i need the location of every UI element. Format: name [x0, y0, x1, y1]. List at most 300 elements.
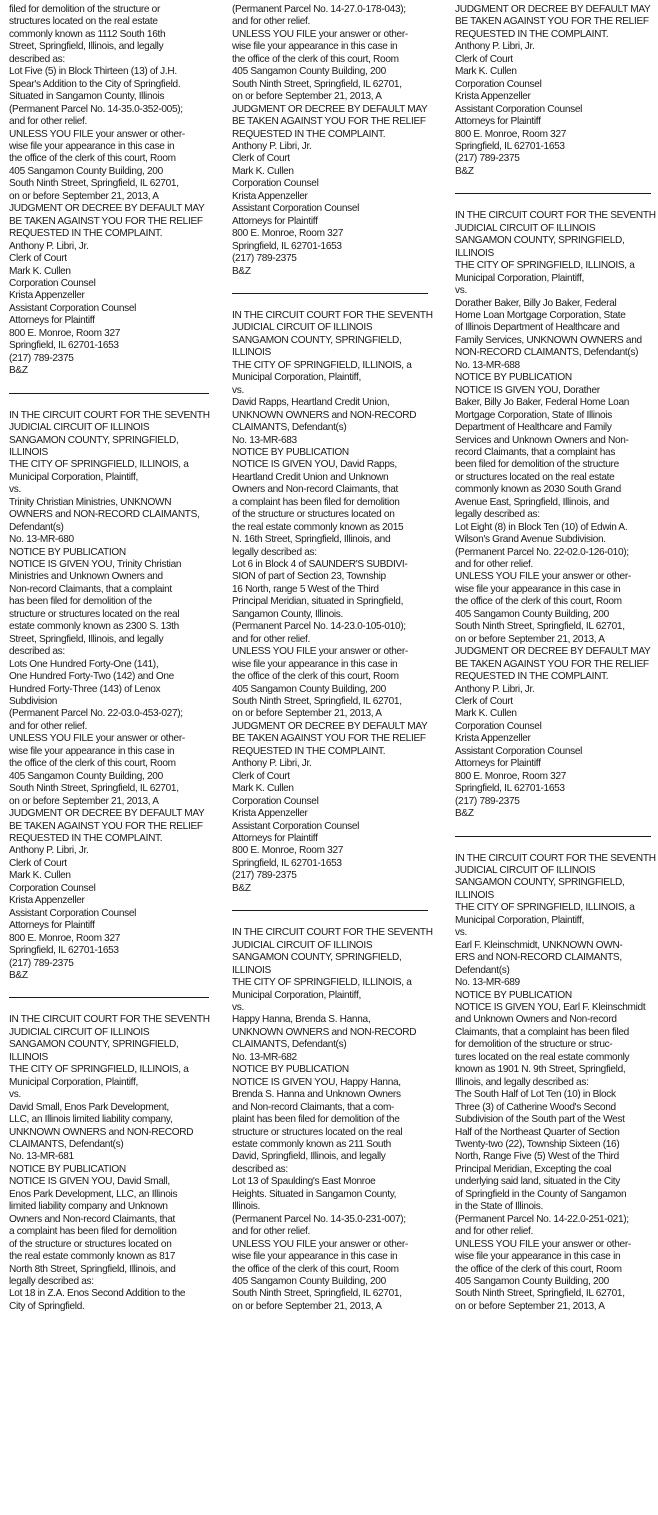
- notice-line: THE CITY OF SPRINGFIELD, ILLINOIS, a: [232, 359, 412, 371]
- notice-line: has been filed for demolition of the: [9, 596, 152, 608]
- notice-line: on or before September 21, 2013, A: [9, 795, 159, 807]
- notice-line: Municipal Corporation, Plaintiff,: [232, 372, 361, 384]
- notice-line: Springfield, IL 62701-1653: [232, 240, 342, 252]
- notice-line: Krista Appenzeller: [232, 808, 308, 820]
- notice-line: (Permanent Parcel No. 22-03.0-453-027);: [9, 708, 183, 720]
- notice-line: and Non-record Claimants, that a com-: [232, 1101, 395, 1113]
- notice-line: The South Half of Lot Ten (10) in Block: [455, 1089, 616, 1101]
- notice-line: Lots One Hundred Forty-One (141),: [9, 658, 159, 670]
- notice-line: the office of the clerk of this court, Room: [9, 758, 176, 770]
- notice-line: Home Loan Mortgage Corporation, State: [455, 309, 626, 321]
- notice-line: Situated in Sangamon County, Illinois: [9, 91, 165, 103]
- notice-line: SANGAMON COUNTY, SPRINGFIELD,: [455, 235, 625, 247]
- notice-line: on or before September 21, 2013, A: [455, 633, 605, 645]
- notice-line: NON-RECORD CLAIMANTS, Defendant(s): [455, 347, 639, 359]
- notice-line: CLAIMANTS, Defendant(s): [232, 422, 347, 434]
- notice-line: ILLINOIS: [232, 964, 271, 976]
- notice-line: a complaint has been filed for demolition: [9, 1226, 177, 1238]
- notice-line: SANGAMON COUNTY, SPRINGFIELD,: [9, 1039, 179, 1051]
- notice-line: Assistant Corporation Counsel: [232, 820, 360, 832]
- notice-line: Corporation Counsel: [232, 178, 319, 190]
- notice-line: Mark K. Cullen: [455, 708, 517, 720]
- notice-line: THE CITY OF SPRINGFIELD, ILLINOIS, a: [455, 260, 635, 272]
- notice-line: No. 13-MR-682: [232, 1051, 297, 1063]
- notice-line: Three (3) of Catherine Wood's Second: [455, 1101, 616, 1113]
- notice-line: Municipal Corporation, Plaintiff,: [455, 914, 584, 926]
- notice-line: Ministries and Unknown Owners and: [9, 571, 163, 583]
- notice-line: in the State of Illinois.: [455, 1201, 543, 1213]
- notice-line: Assistant Corporation Counsel: [455, 745, 583, 757]
- notice-line: the office of the clerk of this court, Room: [9, 153, 176, 165]
- notice-line: IN THE CIRCUIT COURT FOR THE SEVENTH: [232, 309, 433, 321]
- notice-line: Twenty-two (22), Township Sixteen (16): [455, 1138, 620, 1150]
- notice-line: Assistant Corporation Counsel: [9, 302, 137, 314]
- notice-line: record Claimants, that a complaint has: [455, 446, 616, 458]
- notice-line: JUDICIAL CIRCUIT OF ILLINOIS: [455, 222, 596, 234]
- legal-notice: [232, 4, 440, 278]
- notice-line: on or before September 21, 2013, A: [232, 1300, 382, 1312]
- column-1: [9, 4, 217, 1313]
- notice-line: and for other relief.: [9, 720, 88, 732]
- notice-line: the office of the clerk of this court, Room: [232, 671, 399, 683]
- notice-line: South Ninth Street, Springfield, IL 62701,: [9, 178, 179, 190]
- legal-notice: [232, 927, 440, 1313]
- notice-line: One Hundred Forty-Two (142) and One: [9, 671, 174, 683]
- notice-line: plaint has been filed for demolition of the: [232, 1114, 400, 1126]
- notice-separator: [455, 836, 651, 837]
- notice-line: Anthony P. Libri, Jr.: [455, 683, 535, 695]
- notice-line: of Springfield in the County of Sangamon: [455, 1188, 627, 1200]
- notice-line: BE TAKEN AGAINST YOU FOR THE RELIEF: [232, 733, 426, 745]
- notice-line: Anthony P. Libri, Jr.: [232, 140, 312, 152]
- notice-line: described as:: [232, 1163, 288, 1175]
- notice-separator: [232, 910, 428, 911]
- notice-line: David Rapps, Heartland Credit Union,: [232, 397, 390, 409]
- notice-line: Lot 6 in Block 4 of SAUNDER'S SUBDIVI-: [232, 559, 408, 571]
- notice-line: described as:: [9, 646, 65, 658]
- notice-line: Hundred Forty-Three (143) of Lenox: [9, 683, 161, 695]
- notice-line: Assistant Corporation Counsel: [232, 203, 360, 215]
- notice-line: LLC, an Illinois limited liability company,: [9, 1114, 173, 1126]
- notice-line: UNKNOWN OWNERS and NON-RECORD: [232, 1026, 417, 1038]
- notice-line: Springfield, IL 62701-1653: [455, 783, 565, 795]
- notice-line: REQUESTED IN THE COMPLAINT.: [9, 833, 163, 844]
- notice-line: or structures located on the real estate: [455, 471, 615, 483]
- notice-line: CLAIMANTS, Defendant(s): [9, 1138, 124, 1150]
- notice-line: OWNERS and NON-RECORD CLAIMANTS,: [9, 509, 200, 521]
- notice-line: South Ninth Street, Springfield, IL 62701,: [9, 783, 179, 795]
- notice-line: and Unknown Owners and Non-record: [455, 1014, 617, 1026]
- legal-notice: [9, 4, 217, 378]
- notice-line: and for other relief.: [9, 116, 88, 128]
- notice-line: CLAIMANTS, Defendant(s): [232, 1039, 347, 1051]
- notice-line: Anthony P. Libri, Jr.: [232, 758, 312, 770]
- notice-line: Attorneys for Plaintiff: [455, 116, 541, 128]
- notice-line: (217) 789-2375: [232, 870, 297, 882]
- notice-line: vs.: [232, 1001, 244, 1013]
- notice-line: (Permanent Parcel No. 14-27.0-178-043);: [232, 4, 406, 15]
- notice-line: Enos Park Development, LLC, an Illinois: [9, 1188, 178, 1200]
- notice-line: South Ninth Street, Springfield, IL 62701,: [232, 696, 402, 708]
- notice-line: estate commonly known as 2300 S. 13th: [9, 621, 179, 633]
- notice-line: IN THE CIRCUIT COURT FOR THE SEVENTH: [455, 210, 656, 222]
- column-2: [232, 4, 440, 1313]
- notice-line: vs.: [455, 285, 467, 297]
- notice-line: BE TAKEN AGAINST YOU FOR THE RELIEF: [455, 658, 649, 670]
- notice-line: wise file your appearance in this case in: [455, 1251, 621, 1263]
- notice-line: BE TAKEN AGAINST YOU FOR THE RELIEF: [232, 116, 426, 128]
- notice-line: Family Services, UNKNOWN OWNERS and: [455, 334, 642, 346]
- notice-line: Principal Meridian, situated in Springfield,: [232, 596, 404, 608]
- notice-line: THE CITY OF SPRINGFIELD, ILLINOIS, a: [232, 977, 412, 989]
- notice-line: ILLINOIS: [9, 446, 48, 458]
- notice-line: Spear's Addition to the City of Springfield.: [9, 78, 181, 90]
- notice-line: JUDICIAL CIRCUIT OF ILLINOIS: [9, 422, 150, 434]
- notice-line: UNLESS YOU FILE your answer or other-: [9, 128, 185, 140]
- notice-line: Lot Five (5) in Block Thirteen (13) of J.H.: [9, 66, 177, 78]
- notice-line: Owners and Non-record Claimants, that: [9, 1213, 175, 1225]
- notice-line: Trinity Christian Ministries, UNKNOWN: [9, 496, 172, 508]
- notice-line: 405 Sangamon County Building, 200: [9, 770, 163, 782]
- notice-line: North, Range Five (5) West of the Third: [455, 1151, 619, 1163]
- notice-line: Springfield, IL 62701-1653: [455, 140, 565, 152]
- legal-notice: [455, 853, 658, 1314]
- notice-line: commonly known as 2030 South Grand: [455, 484, 621, 496]
- notice-line: on or before September 21, 2013, A: [232, 91, 382, 103]
- notice-line: wise file your appearance in this case in: [232, 1251, 398, 1263]
- notice-line: UNLESS YOU FILE your answer or other-: [232, 28, 408, 40]
- notice-line: B&Z: [9, 969, 28, 981]
- notice-line: Clerk of Court: [9, 253, 67, 265]
- notice-line: wise file your appearance in this case in: [455, 583, 621, 595]
- notice-line: Half of the Northeast Quarter of Section: [455, 1126, 620, 1138]
- notice-line: on or before September 21, 2013, A: [455, 1300, 605, 1312]
- notice-line: Earl F. Kleinschmidt, UNKNOWN OWN-: [455, 939, 623, 951]
- notice-line: Krista Appenzeller: [232, 190, 308, 202]
- notice-line: South Ninth Street, Springfield, IL 62701,: [455, 621, 625, 633]
- notice-line: REQUESTED IN THE COMPLAINT.: [455, 28, 609, 40]
- notice-line: Krista Appenzeller: [455, 91, 531, 103]
- notice-line: Corporation Counsel: [9, 277, 96, 289]
- notice-line: legally described as:: [9, 1275, 94, 1287]
- notice-line: Wilson's Grand Avenue Subdivision.: [455, 534, 606, 546]
- notice-line: wise file your appearance in this case in: [232, 41, 398, 53]
- notice-line: Attorneys for Plaintiff: [9, 920, 95, 932]
- notice-line: Attorneys for Plaintiff: [232, 215, 318, 227]
- notice-line: 800 E. Monroe, Room 327: [9, 327, 121, 339]
- notice-line: Illinois.: [232, 1201, 260, 1213]
- notice-line: legally described as:: [232, 546, 317, 558]
- notice-line: No. 13-MR-680: [9, 534, 74, 546]
- notice-line: (217) 789-2375: [455, 795, 520, 807]
- notice-line: 800 E. Monroe, Room 327: [455, 770, 567, 782]
- notice-line: Mark K. Cullen: [455, 66, 517, 78]
- notice-line: Clerk of Court: [9, 857, 67, 869]
- notice-line: NOTICE IS GIVEN YOU, Earl F. Kleinschmidt: [455, 1001, 646, 1013]
- notice-line: Municipal Corporation, Plaintiff,: [9, 471, 138, 483]
- notice-line: IN THE CIRCUIT COURT FOR THE SEVENTH: [455, 852, 656, 864]
- notice-line: JUDICIAL CIRCUIT OF ILLINOIS: [232, 939, 373, 951]
- legal-notice: [232, 310, 440, 895]
- notice-line: City of Springfield.: [9, 1300, 85, 1312]
- notice-line: Mortgage Corporation, State of Illinois: [455, 409, 612, 421]
- notice-line: B&Z: [455, 808, 474, 820]
- notice-line: UNKNOWN OWNERS and NON-RECORD: [9, 1126, 194, 1138]
- notice-line: commonly known as 1112 South 16th: [9, 28, 166, 40]
- legal-notice: [455, 210, 658, 820]
- notice-line: filed for demolition of the structure or: [9, 4, 161, 15]
- notice-line: Street, Springfield, Illinois, and legally: [9, 633, 164, 645]
- notice-line: UNLESS YOU FILE your answer or other-: [455, 571, 631, 583]
- notice-line: David, Springfield, Illinois, and legally: [232, 1151, 386, 1163]
- notice-line: REQUESTED IN THE COMPLAINT.: [455, 671, 609, 683]
- notice-line: Springfield, IL 62701-1653: [9, 945, 119, 957]
- notice-line: Corporation Counsel: [455, 720, 542, 732]
- notice-line: Corporation Counsel: [9, 882, 96, 894]
- notice-line: Assistant Corporation Counsel: [9, 907, 137, 919]
- notice-line: and for other relief.: [232, 633, 311, 645]
- notice-line: NOTICE IS GIVEN YOU, David Rapps,: [232, 459, 397, 471]
- notice-line: IN THE CIRCUIT COURT FOR THE SEVENTH: [232, 927, 433, 939]
- notice-line: 800 E. Monroe, Room 327: [9, 932, 121, 944]
- notice-line: Brenda S. Hanna and Unknown Owners: [232, 1089, 401, 1101]
- notice-line: and for other relief.: [232, 16, 311, 28]
- notice-line: Springfield, IL 62701-1653: [9, 340, 119, 352]
- notice-line: (Permanent Parcel No. 14-22.0-251-021);: [455, 1213, 629, 1225]
- notice-line: No. 13-MR-689: [455, 977, 520, 989]
- notice-line: Anthony P. Libri, Jr.: [9, 845, 89, 857]
- notice-line: Mark K. Cullen: [9, 265, 71, 277]
- notice-line: 405 Sangamon County Building, 200: [455, 608, 609, 620]
- notice-line: Heartland Credit Union and Unknown: [232, 471, 389, 483]
- notice-line: (Permanent Parcel No. 14-35.0-352-005);: [9, 103, 183, 115]
- notice-line: Street, Springfield, Illinois, and legally: [9, 41, 164, 53]
- notice-line: B&Z: [232, 882, 251, 894]
- notice-line: JUDGMENT OR DECREE BY DEFAULT MAY: [232, 720, 428, 732]
- notice-line: NOTICE IS GIVEN YOU, David Small,: [9, 1176, 170, 1188]
- notice-line: Illinois, and legally described as:: [455, 1076, 589, 1088]
- notice-line: 800 E. Monroe, Room 327: [455, 128, 567, 140]
- notice-line: Anthony P. Libri, Jr.: [9, 240, 89, 252]
- notice-line: Owners and Non-record Claimants, that: [232, 484, 398, 496]
- notice-line: vs.: [9, 1089, 21, 1101]
- notice-line: (Permanent Parcel No. 14-35.0-231-007);: [232, 1213, 406, 1225]
- notice-line: (217) 789-2375: [9, 957, 74, 969]
- notice-line: UNLESS YOU FILE your answer or other-: [9, 733, 185, 745]
- notice-line: (217) 789-2375: [232, 253, 297, 265]
- notice-line: of the structure or structures located on: [232, 509, 395, 521]
- notice-line: and for other relief.: [232, 1226, 311, 1238]
- notice-separator: [232, 293, 428, 294]
- notice-line: wise file your appearance in this case in: [9, 745, 175, 757]
- notice-line: Clerk of Court: [232, 770, 290, 782]
- notice-line: Krista Appenzeller: [9, 895, 85, 907]
- notice-line: UNKNOWN OWNERS and NON-RECORD: [232, 409, 417, 421]
- notice-line: tures located on the real estate commonly: [455, 1051, 630, 1063]
- column-3: [455, 4, 658, 1313]
- notice-line: BE TAKEN AGAINST YOU FOR THE RELIEF: [9, 820, 203, 832]
- notice-line: estate commonly known as 211 South: [232, 1138, 391, 1150]
- notice-line: structure or structures located on the real: [9, 608, 180, 620]
- notice-line: UNLESS YOU FILE your answer or other-: [232, 646, 408, 658]
- notice-line: on or before September 21, 2013, A: [9, 190, 159, 202]
- notice-line: South Ninth Street, Springfield, IL 62701,: [232, 1288, 402, 1300]
- legal-notice: [9, 1014, 217, 1313]
- notice-line: JUDICIAL CIRCUIT OF ILLINOIS: [455, 865, 596, 876]
- notice-line: JUDGMENT OR DECREE BY DEFAULT MAY: [9, 203, 205, 215]
- notice-line: ILLINOIS: [9, 1051, 48, 1063]
- notice-line: on or before September 21, 2013, A: [232, 708, 382, 720]
- notice-line: 405 Sangamon County Building, 200: [232, 1275, 386, 1287]
- notice-line: for demolition of the structure or struc-: [455, 1039, 613, 1051]
- notice-line: Clerk of Court: [455, 53, 513, 65]
- notice-line: ERS and NON-RECORD CLAIMANTS,: [455, 952, 622, 964]
- notice-line: JUDICIAL CIRCUIT OF ILLINOIS: [9, 1026, 150, 1038]
- notice-line: JUDICIAL CIRCUIT OF ILLINOIS: [232, 322, 373, 334]
- notice-line: Attorneys for Plaintiff: [455, 758, 541, 770]
- notice-line: Municipal Corporation, Plaintiff,: [232, 989, 361, 1001]
- notice-line: Springfield, IL 62701-1653: [232, 857, 342, 869]
- notice-line: NOTICE IS GIVEN YOU, Dorather: [455, 384, 600, 396]
- notice-line: Services and Unknown Owners and Non-: [455, 434, 629, 446]
- notice-line: and for other relief.: [455, 1226, 534, 1238]
- notice-line: a complaint has been filed for demolition: [232, 496, 400, 508]
- notice-line: 16 North, range 5 West of the Third: [232, 583, 379, 595]
- legal-notice: [9, 410, 217, 983]
- notice-line: Krista Appenzeller: [455, 733, 531, 745]
- notice-line: Lot 13 of Spaulding's East Monroe: [232, 1176, 376, 1188]
- notice-line: wise file your appearance in this case in: [9, 140, 175, 152]
- notice-line: South Ninth Street, Springfield, IL 62701,: [232, 78, 402, 90]
- notice-line: NOTICE BY PUBLICATION: [455, 989, 572, 1001]
- notice-line: NOTICE BY PUBLICATION: [455, 372, 572, 384]
- notice-line: No. 13-MR-688: [455, 359, 520, 371]
- notice-line: Assistant Corporation Counsel: [455, 103, 583, 115]
- notice-line: Krista Appenzeller: [9, 290, 85, 302]
- notice-line: Anthony P. Libri, Jr.: [455, 41, 535, 53]
- notice-line: No. 13-MR-683: [232, 434, 297, 446]
- notice-line: the office of the clerk of this court, Room: [232, 1263, 399, 1275]
- notice-line: (Permanent Parcel No. 22-02.0-126-010);: [455, 546, 629, 558]
- notice-line: underlying said land, situated in the City: [455, 1176, 620, 1188]
- notice-line: the office of the clerk of this court, Room: [232, 53, 399, 65]
- notice-line: Municipal Corporation, Plaintiff,: [9, 1076, 138, 1088]
- notice-line: NOTICE IS GIVEN YOU, Trinity Christian: [9, 559, 182, 571]
- notice-line: 405 Sangamon County Building, 200: [232, 66, 386, 78]
- notice-line: Attorneys for Plaintiff: [9, 315, 95, 327]
- notice-line: ILLINOIS: [232, 347, 271, 359]
- notice-line: known as 1901 N. 9th Street, Springfield,: [455, 1064, 626, 1076]
- notice-line: vs.: [232, 384, 244, 396]
- notice-line: JUDGMENT OR DECREE BY DEFAULT MAY: [455, 4, 651, 15]
- notice-line: Corporation Counsel: [232, 795, 319, 807]
- notice-line: NOTICE BY PUBLICATION: [232, 1064, 349, 1076]
- notice-line: JUDGMENT OR DECREE BY DEFAULT MAY: [9, 808, 205, 820]
- notice-line: the real estate commonly known as 2015: [232, 521, 404, 533]
- notice-line: NOTICE BY PUBLICATION: [232, 446, 349, 458]
- notice-line: 405 Sangamon County Building, 200: [455, 1275, 609, 1287]
- notice-line: 800 E. Monroe, Room 327: [232, 228, 344, 240]
- notice-line: Mark K. Cullen: [232, 165, 294, 177]
- notice-line: legally described as:: [455, 509, 540, 521]
- notice-line: UNLESS YOU FILE your answer or other-: [232, 1238, 408, 1250]
- notice-line: of the structure or structures located on: [9, 1238, 172, 1250]
- notice-line: REQUESTED IN THE COMPLAINT.: [232, 128, 386, 140]
- notice-line: JUDGMENT OR DECREE BY DEFAULT MAY: [232, 103, 428, 115]
- notice-line: 405 Sangamon County Building, 200: [232, 683, 386, 695]
- notice-line: South Ninth Street, Springfield, IL 62701,: [455, 1288, 625, 1300]
- notice-line: structure or structures located on the real: [232, 1126, 403, 1138]
- notice-line: the real estate commonly known as 817: [9, 1251, 176, 1263]
- notice-line: NOTICE BY PUBLICATION: [9, 1163, 126, 1175]
- notice-line: IN THE CIRCUIT COURT FOR THE SEVENTH: [9, 409, 210, 421]
- notice-line: (217) 789-2375: [9, 352, 74, 364]
- notice-line: Municipal Corporation, Plaintiff,: [455, 272, 584, 284]
- notice-line: the office of the clerk of this court, Room: [455, 1263, 622, 1275]
- notice-line: Lot Eight (8) in Block Ten (10) of Edwin A.: [455, 521, 628, 533]
- notice-line: B&Z: [9, 365, 28, 377]
- notice-line: vs.: [9, 484, 21, 496]
- notice-line: Defendant(s): [9, 521, 64, 533]
- notice-line: Corporation Counsel: [455, 78, 542, 90]
- notice-line: (Permanent Parcel No. 14-23.0-105-010);: [232, 621, 406, 633]
- notice-line: wise file your appearance in this case in: [232, 658, 398, 670]
- notice-line: Dorather Baker, Billy Jo Baker, Federal: [455, 297, 617, 309]
- notice-line: No. 13-MR-681: [9, 1151, 74, 1163]
- notice-line: the office of the clerk of this court, Room: [455, 596, 622, 608]
- notice-line: Subdivision of the South part of the West: [455, 1114, 625, 1126]
- notice-line: SANGAMON COUNTY, SPRINGFIELD,: [9, 434, 179, 446]
- notice-line: Mark K. Cullen: [232, 783, 294, 795]
- notice-line: Baker, Billy Jo Baker, Federal Home Loan: [455, 397, 630, 409]
- notice-line: 800 E. Monroe, Room 327: [232, 845, 344, 857]
- notice-line: SANGAMON COUNTY, SPRINGFIELD,: [232, 952, 402, 964]
- notice-line: Subdivision: [9, 696, 58, 708]
- notice-line: THE CITY OF SPRINGFIELD, ILLINOIS, a: [9, 459, 189, 471]
- notice-line: been filed for demolition of the structure: [455, 459, 619, 471]
- notice-line: Lot 18 in Z.A. Enos Second Addition to the: [9, 1288, 186, 1300]
- notice-line: THE CITY OF SPRINGFIELD, ILLINOIS, a: [455, 902, 635, 914]
- notice-line: BE TAKEN AGAINST YOU FOR THE RELIEF: [9, 215, 203, 227]
- notice-line: REQUESTED IN THE COMPLAINT.: [232, 745, 386, 757]
- notice-line: Principal Meridian, Excepting the coal: [455, 1163, 612, 1175]
- notice-line: described as:: [9, 53, 65, 65]
- notice-line: SION of part of Section 23, Township: [232, 571, 386, 583]
- notice-line: of Illinois Department of Healthcare and: [455, 322, 620, 334]
- notice-line: SANGAMON COUNTY, SPRINGFIELD,: [232, 334, 402, 346]
- notice-line: (217) 789-2375: [455, 153, 520, 165]
- notice-line: REQUESTED IN THE COMPLAINT.: [9, 228, 163, 240]
- notice-line: structures located on the real estate: [9, 16, 158, 28]
- notice-line: Department of Healthcare and Family: [455, 422, 612, 434]
- notice-separator: [455, 193, 651, 194]
- notice-line: Heights. Situated in Sangamon County,: [232, 1188, 397, 1200]
- notice-line: vs.: [455, 927, 467, 939]
- notice-line: Clerk of Court: [232, 153, 290, 165]
- notice-line: David Small, Enos Park Development,: [9, 1101, 169, 1113]
- notice-line: UNLESS YOU FILE your answer or other-: [455, 1238, 631, 1250]
- notice-line: Sangamon County, Illinois.: [232, 608, 344, 620]
- notice-line: N. 16th Street, Springfield, Illinois, and: [232, 534, 391, 546]
- notice-line: Mark K. Cullen: [9, 870, 71, 882]
- notice-line: BE TAKEN AGAINST YOU FOR THE RELIEF: [455, 16, 649, 28]
- notice-line: Clerk of Court: [455, 696, 513, 708]
- notice-line: IN THE CIRCUIT COURT FOR THE SEVENTH: [9, 1014, 210, 1026]
- notice-line: limited liability company and Unknown: [9, 1201, 168, 1213]
- notice-line: Attorneys for Plaintiff: [232, 833, 318, 844]
- notice-line: NOTICE BY PUBLICATION: [9, 546, 126, 558]
- notice-line: Defendant(s): [455, 964, 510, 976]
